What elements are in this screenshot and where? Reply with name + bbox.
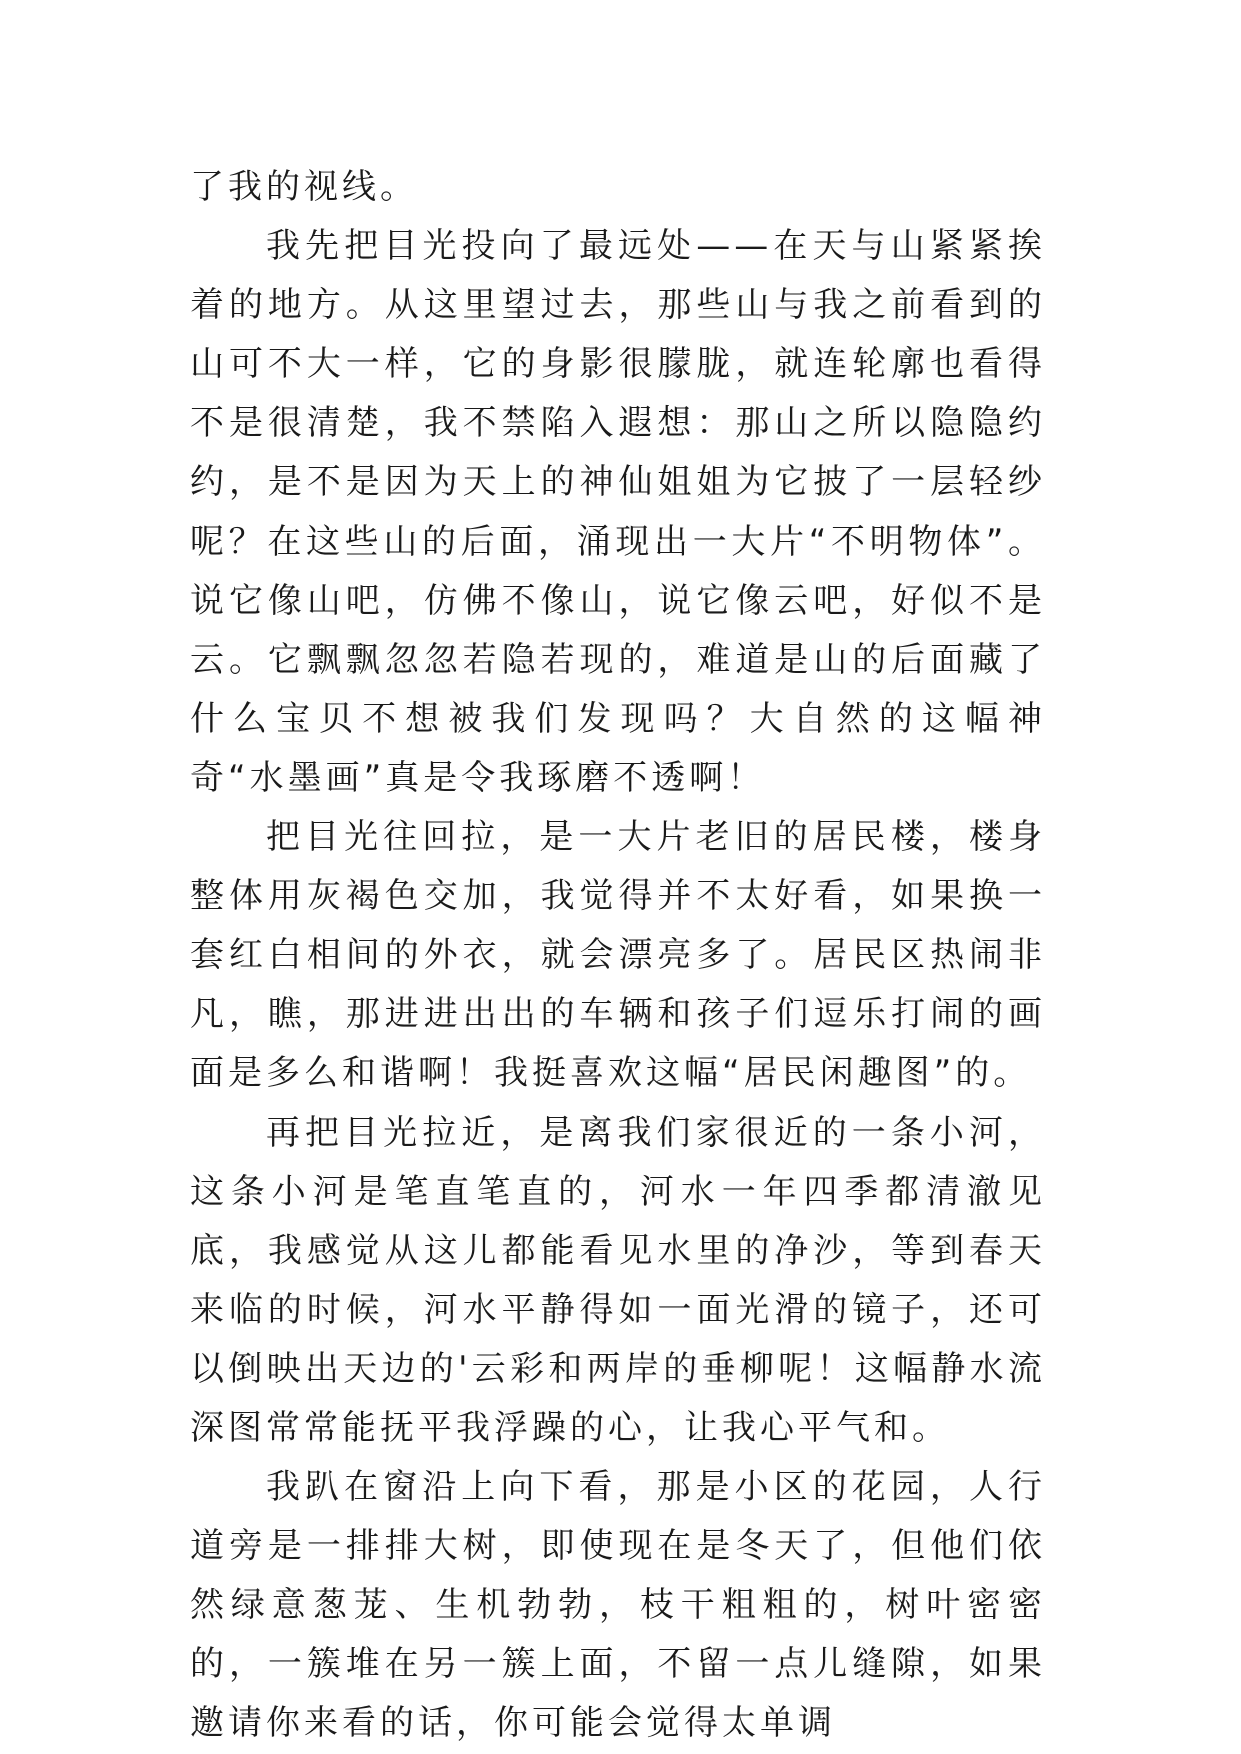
paragraph-residential-buildings: 把目光往回拉，是一大片老旧的居民楼，楼身整体用灰褐色交加，我觉得并不太好看，如果换一套红白相间的外衣，就会漂亮多了。居民区热闹非凡，瞧，那进进出出的车辆和孩子们逗乐打闹的画面是多么和谐啊！我挺喜欢这幅“居民闲趣图”的。	[190, 817, 1046, 1094]
paragraph-garden-trees: 我趴在窗沿上向下看，那是小区的花园，人行道旁是一排排大树，即使现在是冬天了，但他们依然绿意葱茏、生机勃勃，枝干粗粗的，树叶密密的，一簇堆在另一簇上面，不留一点儿缝隙，如果邀请你来看的话，你可能会觉得太单调	[190, 1467, 1046, 1744]
body-text	[190, 158, 1046, 1754]
paragraph-distant-mountains: 我先把目光投向了最远处——在天与山紧紧挨着的地方。从这里望过去，那些山与我之前看到的山可不大一样，它的身影很朦胧，就连轮廓也看得不是很清楚，我不禁陷入遐想：那山之所以隐隐约约，是不是因为天上的神仙姐姐为它披了一层轻纱呢？在这些山的后面，涌现出一大片“不明物体”。说它像山吧，仿佛不像山，说它像云吧，好似不是云。它飘飘忽忽若隐若现的，难道是山的后面藏了什么宝贝不想被我们发现吗？大自然的这幅神奇“水墨画”真是令我琢磨不透啊！	[190, 226, 1046, 798]
paragraph-small-river: 再把目光拉近，是离我们家很近的一条小河，这条小河是笔直笔直的，河水一年四季都清澈见底，我感觉从这儿都能看见水里的净沙，等到春天来临的时候，河水平静得如一面光滑的镜子，还可以倒映出天边的'云彩和两岸的垂柳呢！这幅静水流深图常常能抚平我浮躁的心，让我心平气和。	[190, 1112, 1046, 1448]
paragraph-continuation: 了我的视线。	[190, 167, 418, 207]
